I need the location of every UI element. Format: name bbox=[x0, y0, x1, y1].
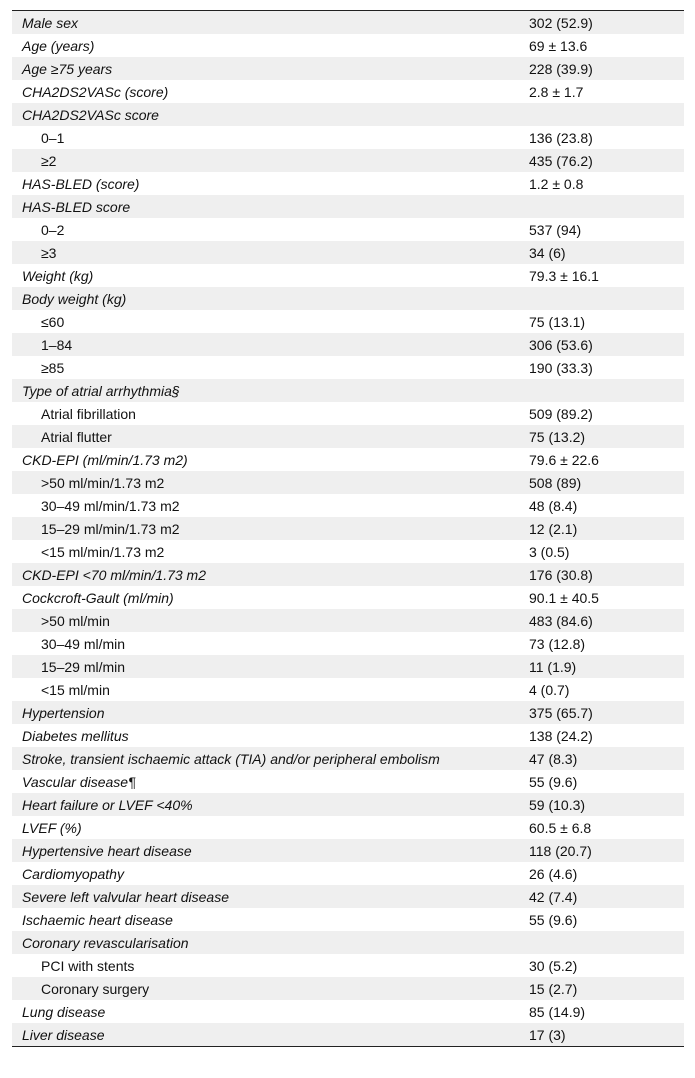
row-value: 3 (0.5) bbox=[529, 543, 570, 560]
table-row bbox=[12, 448, 684, 471]
row-label: <15 ml/min/1.73 m2 bbox=[41, 543, 165, 560]
row-label: 30–49 ml/min/1.73 m2 bbox=[41, 497, 180, 514]
row-value: 136 (23.8) bbox=[529, 129, 593, 146]
row-value: 228 (39.9) bbox=[529, 60, 593, 77]
table-row bbox=[12, 264, 684, 287]
table-row bbox=[12, 747, 684, 770]
row-value: 79.3 ± 16.1 bbox=[529, 267, 599, 284]
table-row bbox=[12, 287, 684, 310]
table-row bbox=[12, 103, 684, 126]
row-label: Age (years) bbox=[22, 37, 95, 54]
row-label: ≥3 bbox=[41, 244, 57, 261]
row-label: Cardiomyopathy bbox=[22, 865, 124, 882]
table-row bbox=[12, 126, 684, 149]
row-label: Atrial fibrillation bbox=[41, 405, 136, 422]
row-label: LVEF (%) bbox=[22, 819, 82, 836]
row-value: 11 (1.9) bbox=[529, 658, 577, 675]
row-label: Hypertensive heart disease bbox=[22, 842, 192, 859]
baseline-characteristics-table bbox=[12, 10, 684, 1047]
row-label: HAS-BLED score bbox=[22, 198, 131, 215]
table-row bbox=[12, 885, 684, 908]
row-label: ≥2 bbox=[41, 152, 57, 169]
table-row bbox=[12, 908, 684, 931]
table-row bbox=[12, 816, 684, 839]
row-label: Vascular disease¶ bbox=[22, 773, 136, 790]
row-label: ≥85 bbox=[41, 359, 65, 376]
table-row bbox=[12, 563, 684, 586]
table-row bbox=[12, 172, 684, 195]
row-label: Ischaemic heart disease bbox=[22, 911, 173, 928]
row-label: CKD-EPI (ml/min/1.73 m2) bbox=[22, 451, 188, 468]
row-value: 85 (14.9) bbox=[529, 1003, 586, 1020]
row-label: Male sex bbox=[22, 14, 79, 31]
table-row bbox=[12, 333, 684, 356]
row-label: Hypertension bbox=[22, 704, 105, 721]
row-label: Heart failure or LVEF <40% bbox=[22, 796, 193, 813]
row-value: 176 (30.8) bbox=[529, 566, 593, 583]
row-value: 306 (53.6) bbox=[529, 336, 593, 353]
table-row bbox=[12, 425, 684, 448]
table-row bbox=[12, 379, 684, 402]
table-row bbox=[12, 11, 684, 34]
row-label: Lung disease bbox=[22, 1003, 106, 1020]
row-value: 435 (76.2) bbox=[529, 152, 593, 169]
row-label: CHA2DS2VASc (score) bbox=[22, 83, 169, 100]
row-value: 34 (6) bbox=[529, 244, 566, 261]
table-row bbox=[12, 310, 684, 333]
table-row bbox=[12, 80, 684, 103]
row-value: 75 (13.1) bbox=[529, 313, 586, 330]
table-row bbox=[12, 540, 684, 563]
table-row bbox=[12, 862, 684, 885]
row-label: 0–1 bbox=[41, 129, 65, 146]
row-value: 15 (2.7) bbox=[529, 980, 578, 997]
row-label: Diabetes mellitus bbox=[22, 727, 129, 744]
row-value: 509 (89.2) bbox=[529, 405, 593, 422]
row-value: 90.1 ± 40.5 bbox=[529, 589, 599, 606]
row-value: 537 (94) bbox=[529, 221, 582, 238]
row-label: Type of atrial arrhythmia§ bbox=[22, 382, 180, 399]
table-row bbox=[12, 241, 684, 264]
row-label: HAS-BLED (score) bbox=[22, 175, 140, 192]
row-label: Stroke, transient ischaemic attack (TIA) and/or peripheral embolism bbox=[22, 750, 440, 767]
table-row bbox=[12, 770, 684, 793]
row-value: 60.5 ± 6.8 bbox=[529, 819, 592, 836]
table-row bbox=[12, 471, 684, 494]
row-value: 42 (7.4) bbox=[529, 888, 578, 905]
table-row bbox=[12, 517, 684, 540]
table-row bbox=[12, 793, 684, 816]
table-row bbox=[12, 356, 684, 379]
table-row bbox=[12, 977, 684, 1000]
table-row bbox=[12, 954, 684, 977]
row-label: 30–49 ml/min bbox=[41, 635, 126, 652]
row-value: 69 ± 13.6 bbox=[529, 37, 588, 54]
row-value: 17 (3) bbox=[529, 1026, 566, 1043]
table-row bbox=[12, 586, 684, 609]
row-label: Atrial flutter bbox=[41, 428, 112, 445]
row-label: Weight (kg) bbox=[22, 267, 94, 284]
row-value: 59 (10.3) bbox=[529, 796, 586, 813]
table-row bbox=[12, 57, 684, 80]
row-label: <15 ml/min bbox=[41, 681, 110, 698]
table-row bbox=[12, 195, 684, 218]
row-value: 75 (13.2) bbox=[529, 428, 586, 445]
row-value: 302 (52.9) bbox=[529, 14, 593, 31]
row-value: 48 (8.4) bbox=[529, 497, 578, 514]
row-label: ≤60 bbox=[41, 313, 65, 330]
table-row bbox=[12, 839, 684, 862]
row-label: Age ≥75 years bbox=[22, 60, 113, 77]
row-label: CKD-EPI <70 ml/min/1.73 m2 bbox=[22, 566, 207, 583]
table-row bbox=[12, 402, 684, 425]
row-label: Coronary revascularisation bbox=[22, 934, 189, 951]
row-label: >50 ml/min/1.73 m2 bbox=[41, 474, 165, 491]
table-row bbox=[12, 494, 684, 517]
row-value: 12 (2.1) bbox=[529, 520, 578, 537]
table-row bbox=[12, 632, 684, 655]
row-value: 2.8 ± 1.7 bbox=[529, 83, 584, 100]
row-label: Liver disease bbox=[22, 1026, 105, 1043]
row-value: 375 (65.7) bbox=[529, 704, 593, 721]
row-label: Coronary surgery bbox=[41, 980, 150, 997]
row-label: Severe left valvular heart disease bbox=[22, 888, 229, 905]
row-label: Cockcroft-Gault (ml/min) bbox=[22, 589, 174, 606]
row-label: CHA2DS2VASc score bbox=[22, 106, 159, 123]
row-value: 55 (9.6) bbox=[529, 773, 578, 790]
table-row bbox=[12, 609, 684, 632]
row-value: 47 (8.3) bbox=[529, 750, 578, 767]
row-value: 79.6 ± 22.6 bbox=[529, 451, 599, 468]
table-row bbox=[12, 701, 684, 724]
row-label: Body weight (kg) bbox=[22, 290, 127, 307]
row-value: 190 (33.3) bbox=[529, 359, 593, 376]
table-row bbox=[12, 1000, 684, 1023]
table-row bbox=[12, 149, 684, 172]
row-label: 15–29 ml/min/1.73 m2 bbox=[41, 520, 180, 537]
row-value: 26 (4.6) bbox=[529, 865, 578, 882]
row-value: 118 (20.7) bbox=[529, 842, 592, 859]
row-value: 1.2 ± 0.8 bbox=[529, 175, 584, 192]
table-row bbox=[12, 931, 684, 954]
table-row bbox=[12, 34, 684, 57]
row-value: 138 (24.2) bbox=[529, 727, 593, 744]
row-value: 483 (84.6) bbox=[529, 612, 593, 629]
row-value: 73 (12.8) bbox=[529, 635, 586, 652]
row-value: 508 (89) bbox=[529, 474, 582, 491]
row-label: >50 ml/min bbox=[41, 612, 110, 629]
table-row bbox=[12, 218, 684, 241]
row-value: 55 (9.6) bbox=[529, 911, 578, 928]
row-label: 0–2 bbox=[41, 221, 65, 238]
row-value: 30 (5.2) bbox=[529, 957, 578, 974]
table-row bbox=[12, 678, 684, 701]
row-label: 15–29 ml/min bbox=[41, 658, 126, 675]
row-value: 4 (0.7) bbox=[529, 681, 570, 698]
row-label: 1–84 bbox=[41, 336, 73, 353]
table-row bbox=[12, 724, 684, 747]
table-row bbox=[12, 655, 684, 678]
row-label: PCI with stents bbox=[41, 957, 135, 974]
table-row bbox=[12, 1023, 684, 1046]
